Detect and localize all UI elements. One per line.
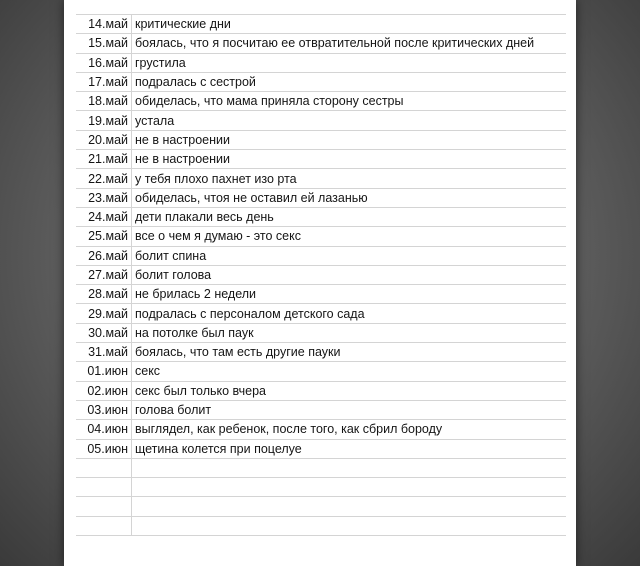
date-cell[interactable]: 01.июн <box>76 362 132 380</box>
text-cell[interactable]: не брилась 2 недели <box>135 287 257 302</box>
table-row <box>76 382 566 401</box>
date-cell[interactable]: 23.май <box>76 189 132 207</box>
text-cell[interactable]: не в настроении <box>135 152 230 167</box>
empty-cell[interactable] <box>76 497 132 515</box>
table-row <box>76 247 566 266</box>
date-cell[interactable]: 24.май <box>76 208 132 226</box>
date-cell[interactable]: 16.май <box>76 54 132 72</box>
date-cell[interactable]: 02.июн <box>76 382 132 400</box>
table-row <box>76 343 566 362</box>
text-cell[interactable]: на потолке был паук <box>135 325 254 340</box>
table-row <box>76 285 566 304</box>
text-cell[interactable]: боялась, что там есть другие пауки <box>135 345 341 360</box>
table-row <box>76 440 566 459</box>
table-row <box>76 324 566 343</box>
date-cell[interactable]: 21.май <box>76 150 132 168</box>
empty-row <box>76 517 566 536</box>
date-cell[interactable]: 03.июн <box>76 401 132 419</box>
text-cell[interactable]: выглядел, как ребенок, после того, как сбрил бороду <box>135 422 443 437</box>
date-cell[interactable]: 30.май <box>76 324 132 342</box>
table-row <box>76 150 566 169</box>
empty-row <box>76 478 566 497</box>
text-cell[interactable]: критические дни <box>135 17 231 32</box>
table-row <box>76 73 566 92</box>
text-cell[interactable]: дети плакали весь день <box>135 210 274 225</box>
date-cell[interactable]: 28.май <box>76 285 132 303</box>
table-row <box>76 92 566 111</box>
text-cell[interactable]: болит спина <box>135 248 207 263</box>
date-cell[interactable]: 18.май <box>76 92 132 110</box>
empty-row <box>76 497 566 516</box>
table-row <box>76 15 566 34</box>
spreadsheet-grid <box>76 14 566 536</box>
date-cell[interactable]: 15.май <box>76 34 132 52</box>
table-row <box>76 227 566 246</box>
empty-cell[interactable] <box>76 459 132 477</box>
spreadsheet-sheet <box>64 0 576 566</box>
date-cell[interactable]: 04.июн <box>76 420 132 438</box>
table-row <box>76 189 566 208</box>
date-cell[interactable]: 20.май <box>76 131 132 149</box>
date-cell[interactable]: 05.июн <box>76 440 132 458</box>
table-row <box>76 401 566 420</box>
empty-cell[interactable] <box>76 517 132 535</box>
text-cell[interactable]: устала <box>135 113 175 128</box>
date-cell[interactable]: 17.май <box>76 73 132 91</box>
text-cell[interactable]: подралась с сестрой <box>135 75 256 90</box>
date-cell[interactable]: 19.май <box>76 111 132 129</box>
date-cell[interactable]: 26.май <box>76 247 132 265</box>
date-cell[interactable]: 25.май <box>76 227 132 245</box>
text-cell[interactable]: у тебя плохо пахнет изо рта <box>135 171 297 186</box>
table-row <box>76 54 566 73</box>
table-row <box>76 169 566 188</box>
text-cell[interactable]: боялась, что я посчитаю ее отвратительной после критических дней <box>135 36 535 51</box>
empty-row <box>76 459 566 478</box>
text-cell[interactable]: обиделась, чтоя не оставил ей лазанью <box>135 190 368 205</box>
text-cell[interactable]: секс <box>135 364 161 379</box>
text-cell[interactable]: грустила <box>135 55 186 70</box>
text-cell[interactable]: голова болит <box>135 403 212 418</box>
text-cell[interactable]: подралась с персоналом детского сада <box>135 306 365 321</box>
table-row <box>76 131 566 150</box>
empty-cell[interactable] <box>76 478 132 496</box>
date-cell[interactable]: 27.май <box>76 266 132 284</box>
table-row <box>76 266 566 285</box>
table-row <box>76 420 566 439</box>
text-cell[interactable]: не в настроении <box>135 132 230 147</box>
text-cell[interactable]: секс был только вчера <box>135 383 266 398</box>
table-row <box>76 208 566 227</box>
text-cell[interactable]: все о чем я думаю - это секс <box>135 229 301 244</box>
table-row <box>76 111 566 130</box>
text-cell[interactable]: обиделась, что мама приняла сторону сестры <box>135 94 404 109</box>
date-cell[interactable]: 31.май <box>76 343 132 361</box>
text-cell[interactable]: болит голова <box>135 268 212 282</box>
date-cell[interactable]: 14.май <box>76 15 132 33</box>
date-cell[interactable]: 29.май <box>76 304 132 322</box>
date-cell[interactable]: 22.май <box>76 169 132 187</box>
text-cell[interactable]: щетина колется при поцелуе <box>135 441 302 456</box>
table-row <box>76 304 566 323</box>
table-row <box>76 362 566 381</box>
table-row <box>76 34 566 53</box>
